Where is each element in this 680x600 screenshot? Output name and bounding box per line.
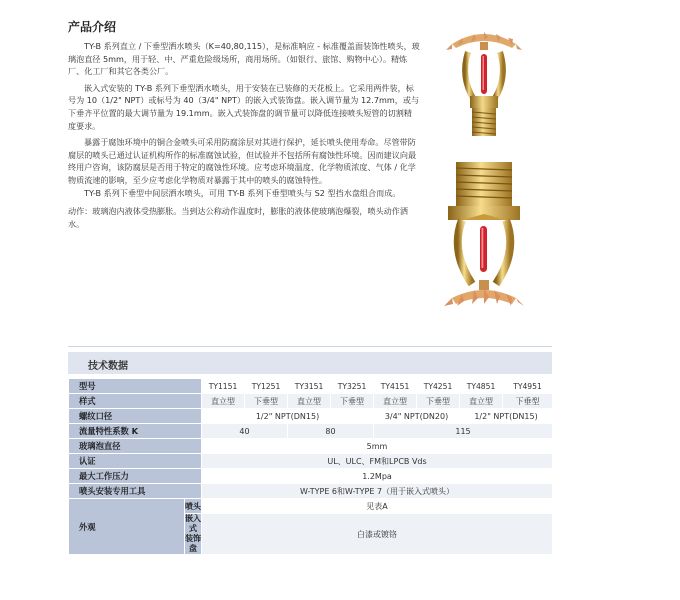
model-cell: TY4151 [374, 379, 417, 394]
model-cell: TY1251 [245, 379, 288, 394]
intro-paragraph: 嵌入式安装的 TY-B 系列下垂型洒水喷头，用于安装在已装修的天花板上。它采用两件装，标号为 10（1/2" NPT）或标号为 40（3/4" NPT）的嵌入式装饰盘。嵌入调节量为 12.7mm，或与下垂齐平位置的最大调节量为 19.1mm。嵌入式装饰盘的调节量可以降低连接喷头短管的切割精度要求。 [68, 82, 420, 131]
intro-text [68, 40, 420, 230]
style-cell: 下垂型 [331, 394, 374, 409]
row-label-bulb: 玻璃泡直径 [69, 439, 202, 454]
row-label-tool: 喷头安装专用工具 [69, 484, 202, 499]
table-row [69, 469, 553, 484]
model-cell: TY3151 [288, 379, 331, 394]
style-cell: 下垂型 [503, 394, 553, 409]
tech-data-header [68, 352, 552, 374]
table-row [69, 394, 553, 409]
bulb-cell: 5mm [202, 439, 553, 454]
pendent-sprinkler-image [422, 156, 546, 332]
model-cell: TY4951 [503, 379, 553, 394]
style-cell: 下垂型 [417, 394, 460, 409]
table-row [69, 424, 553, 439]
action-paragraph: 动作：玻璃泡内液体受热膨胀。当到达公称动作温度时，膨胀的液体使玻璃泡爆裂，喷头动作洒水。 [68, 206, 408, 229]
section-title: 产品介绍 [68, 20, 117, 34]
finish-sub-plate: 嵌入式 装饰盘 [185, 514, 201, 553]
intro-paragraph: 暴露于腐蚀环境中的铜合金喷头可采用防腐涂层对其进行保护，延长喷头使用寿命。尽管带防腐层的喷头已通过认证机构所作的标准腐蚀试验，但试验并不包括所有腐蚀性环境。因而建议向最终用户咨询，该防腐层是否用于特定的腐蚀性环境。应考虑环境温度、化学物质浓度、气体 / 化学物质流速的影响，至少应考虑化学物质对暴露于其中的喷头的腐蚀特性。 [68, 137, 417, 185]
style-cell: 直立型 [460, 394, 503, 409]
row-label-model: 型号 [69, 379, 202, 394]
model-cell: TY4851 [460, 379, 503, 394]
thread-cell: 1/2" NPT(DN15) [202, 409, 374, 424]
style-cell: 下垂型 [245, 394, 288, 409]
pressure-cell: 1.2Mpa [202, 469, 553, 484]
model-cell: TY1151 [202, 379, 245, 394]
kfactor-cell: 80 [288, 424, 374, 439]
table-row [69, 439, 553, 454]
style-cell: 直立型 [288, 394, 331, 409]
table-row [69, 379, 553, 394]
thread-cell: 1/2" NPT(DN15) [460, 409, 553, 424]
row-label-finish: 外观 [69, 499, 185, 555]
row-label-thread: 螺纹口径 [69, 409, 202, 424]
kfactor-cell: 115 [374, 424, 553, 439]
finish-sub-head: 喷头 [185, 499, 202, 514]
table-row [69, 454, 553, 469]
row-label-pressure: 最大工作压力 [69, 469, 202, 484]
upright-sprinkler-image [422, 22, 546, 142]
table-row [69, 409, 553, 424]
model-cell: TY3251 [331, 379, 374, 394]
cert-cell: UL、ULC、FM和LPCB Vds [202, 454, 553, 469]
finish-plate-cell: 白漆或镀铬 [202, 514, 553, 555]
model-cell: TY4251 [417, 379, 460, 394]
table-row [69, 499, 553, 514]
kfactor-cell: 40 [202, 424, 288, 439]
table-row [69, 484, 553, 499]
tech-data-table [68, 378, 553, 555]
intro-paragraph: TY-B 系列直立 / 下垂型洒水喷头（K=40,80,115），是标准响应 - 标准覆盖面装饰性喷头，玻璃泡直径 5mm，用于轻、中、严重危险级场所，商用场所。（如银行、旅馆、购物中心）。精炼厂、化工厂和其它各类公厂。 [68, 41, 420, 77]
intro-paragraph: TY-B 系列下垂型中间层洒水喷头，可用 TY-B 系列下垂型喷头与 S2 型挡水盘组合而成。 [84, 187, 401, 198]
tool-cell: W-TYPE 6和W-TYPE 7（用于嵌入式喷头） [202, 484, 553, 499]
tech-data-title: 技术数据 [88, 361, 128, 372]
finish-head-cell: 见表A [202, 499, 553, 514]
style-cell: 直立型 [202, 394, 245, 409]
style-cell: 直立型 [374, 394, 417, 409]
divider [68, 346, 552, 347]
row-label-cert: 认证 [69, 454, 202, 469]
thread-cell: 3/4" NPT(DN20) [374, 409, 460, 424]
row-label-kfactor: 流量特性系数 K [69, 424, 202, 439]
row-label-style: 样式 [69, 394, 202, 409]
